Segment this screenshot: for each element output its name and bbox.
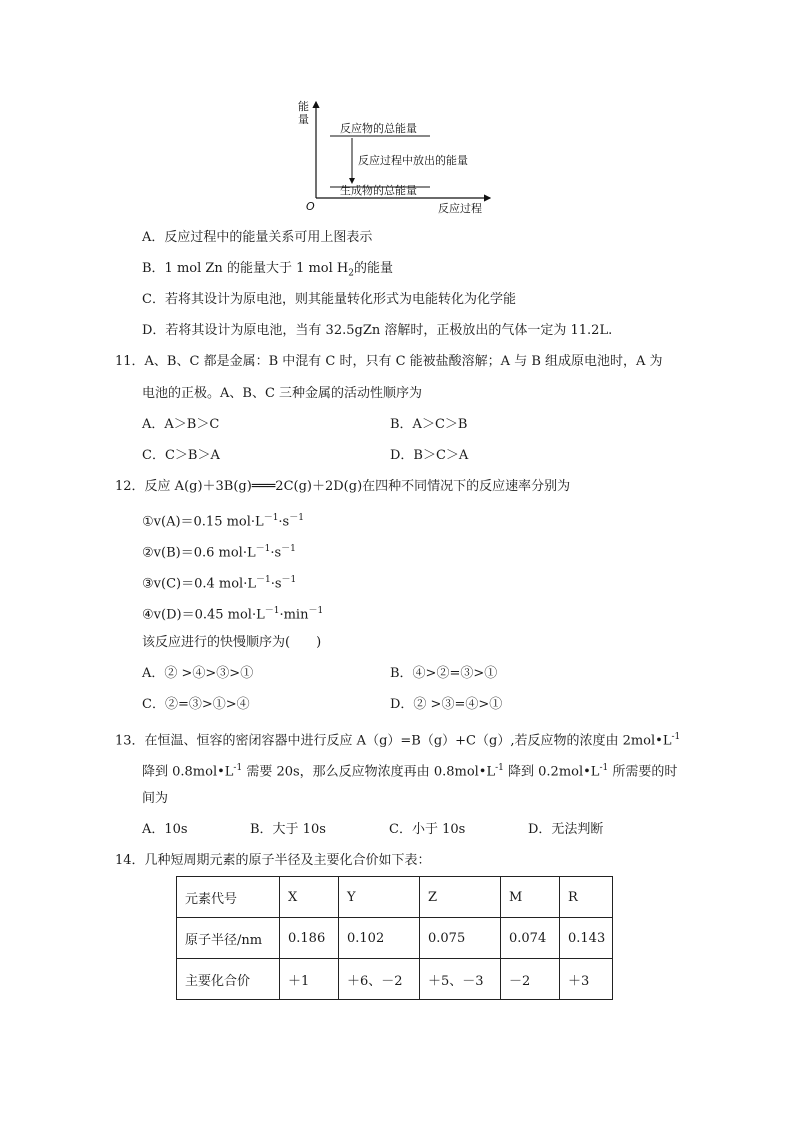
y-axis-label-2: 量 bbox=[298, 113, 309, 126]
q12-rate-2-unit: ·s bbox=[270, 545, 282, 561]
q11-option-a[interactable]: A．A＞B＞C bbox=[142, 417, 220, 432]
table-cell: 原子半径/nm bbox=[177, 918, 280, 959]
q11-stem-line1: 11．A、B、C 都是金属：B 中混有 C 时，只有 C 能被盐酸溶解；A 与 B 组成原电池时，A 为 bbox=[115, 354, 663, 369]
q13-stem-line2-b: 需要 20s，那么反应物浓度再由 0.8mol•L bbox=[242, 764, 496, 780]
q13-option-b[interactable]: B．大于 10s bbox=[250, 822, 326, 837]
table-cell: ＋3 bbox=[560, 959, 613, 1000]
q12-option-c[interactable]: C．②=③>①>④ bbox=[142, 697, 250, 712]
q12-rate-1 bbox=[142, 509, 304, 531]
q11-option-b[interactable]: B．A＞C＞B bbox=[390, 417, 468, 432]
table-cell: R bbox=[560, 877, 613, 918]
q13-stem-line3: 间为 bbox=[142, 791, 169, 806]
q12-rate-3-text: ③v(C)＝0.4 mol·L bbox=[142, 576, 256, 592]
q13-stem-line2-exp3: -1 bbox=[599, 763, 609, 773]
q11-option-c[interactable]: C．C＞B＞A bbox=[142, 448, 220, 463]
q10-option-c[interactable]: C．若将其设计为原电池，则其能量转化形式为电能转化为化学能 bbox=[142, 292, 516, 307]
q10-option-b[interactable] bbox=[142, 260, 393, 283]
q12-rate-1-unit: ·s bbox=[278, 514, 290, 530]
q10-option-d[interactable]: D．若将其设计为原电池，当有 32.5gZn 溶解时，正极放出的气体一定为 11.2L. bbox=[142, 323, 613, 338]
x-axis-label: 反应过程 bbox=[438, 202, 482, 215]
q12-option-b[interactable]: B．④>②=③>① bbox=[390, 666, 498, 681]
q12-rate-2-exp2: －1 bbox=[281, 544, 296, 554]
q12-rate-1-exp2: －1 bbox=[289, 513, 304, 523]
q13-option-d[interactable]: D．无法判断 bbox=[528, 822, 604, 837]
table-cell: 0.075 bbox=[420, 918, 501, 959]
energy-diagram bbox=[290, 98, 510, 218]
q13-option-c[interactable]: C．小于 10s bbox=[389, 822, 466, 837]
q13-stem-line1 bbox=[115, 728, 680, 750]
q10-option-b-subscript: 2 bbox=[348, 268, 354, 279]
q12-option-d[interactable]: D．② >③=④>① bbox=[390, 697, 503, 712]
table-header-row bbox=[177, 877, 613, 918]
q10-option-b-text: B．1 mol Zn 的能量大于 1 mol H bbox=[142, 261, 349, 276]
q13-option-a[interactable]: A．10s bbox=[142, 822, 188, 837]
y-axis-label-1: 能 bbox=[298, 100, 309, 113]
q12-rate-3-unit: ·s bbox=[270, 576, 282, 592]
table-cell: ＋1 bbox=[280, 959, 339, 1000]
q11-option-d[interactable]: D．B＞C＞A bbox=[390, 448, 469, 463]
table-cell: 元素代号 bbox=[177, 877, 280, 918]
q12-rate-4-exp2: －1 bbox=[308, 606, 324, 616]
q12-rate-4-unit: ·min bbox=[279, 607, 309, 623]
table-cell: 0.102 bbox=[339, 918, 420, 959]
q12-rate-4 bbox=[142, 602, 323, 624]
table-cell: －2 bbox=[501, 959, 560, 1000]
q13-stem-line2-exp1: -1 bbox=[233, 763, 243, 773]
q13-stem-line2-exp2: -1 bbox=[495, 763, 504, 773]
origin-label: O bbox=[306, 200, 315, 213]
table-cell: 主要化合价 bbox=[177, 959, 280, 1000]
q12-rate-4-exp1: －1 bbox=[264, 606, 280, 616]
table-cell: ＋6、－2 bbox=[339, 959, 420, 1000]
q13-stem-line1-text: 13．在恒温、恒容的密闭容器中进行反应 A（g）=B（g）+C（g）,若反应物的浓度由 2mol•L bbox=[115, 733, 672, 749]
q13-stem-line2-a: 降到 0.8mol•L bbox=[142, 764, 234, 780]
table-row bbox=[177, 918, 613, 959]
table-cell: 0.186 bbox=[280, 918, 339, 959]
q13-stem-line2 bbox=[142, 759, 677, 781]
table-cell: 0.143 bbox=[560, 918, 613, 959]
q12-rate-2-exp1: －1 bbox=[255, 544, 271, 554]
table-cell: M bbox=[501, 877, 560, 918]
product-label: 生成物的总能量 bbox=[340, 184, 417, 197]
table-cell: ＋5、－3 bbox=[420, 959, 501, 1000]
q12-option-a[interactable]: A．② >④>③>① bbox=[142, 666, 254, 681]
q10-option-a[interactable]: A．反应过程中的能量关系可用上图表示 bbox=[142, 230, 373, 245]
q12-rate-3 bbox=[142, 571, 296, 593]
q14-stem: 14．几种短周期元素的原子半径及主要化合价如下表： bbox=[115, 853, 431, 868]
element-table bbox=[176, 876, 613, 1000]
table-cell: X bbox=[280, 877, 339, 918]
q12-rate-3-exp1: －1 bbox=[255, 575, 271, 585]
q13-stem-line1-exp: -1 bbox=[671, 732, 681, 742]
q12-question: 该反应进行的快慢顺序为( ) bbox=[142, 635, 322, 650]
q12-rate-2 bbox=[142, 540, 296, 562]
energy-release-label: 反应过程中放出的能量 bbox=[358, 154, 468, 167]
table-row bbox=[177, 959, 613, 1000]
q12-rate-1-text: ①v(A)＝0.15 mol·L bbox=[142, 514, 264, 530]
table-cell: Y bbox=[339, 877, 420, 918]
q12-rate-4-text: ④v(D)＝0.45 mol·L bbox=[142, 607, 265, 623]
reactant-label: 反应物的总能量 bbox=[340, 122, 417, 135]
q13-stem-line2-d: 所需要的时 bbox=[608, 764, 678, 780]
q10-option-b-tail: 的能量 bbox=[354, 261, 394, 276]
q12-rate-1-exp1: －1 bbox=[263, 513, 279, 523]
table-cell: Z bbox=[420, 877, 501, 918]
q12-stem: 12．反应 A(g)＋3B(g)═══2C(g)＋2D(g)在四种不同情况下的反应速率分别为 bbox=[115, 479, 571, 494]
q13-stem-line2-c: 降到 0.2mol•L bbox=[503, 764, 600, 780]
table-cell: 0.074 bbox=[501, 918, 560, 959]
q11-stem-line2: 电池的正极。A、B、C 三种金属的活动性顺序为 bbox=[142, 386, 423, 401]
q12-rate-3-exp2: －1 bbox=[281, 575, 297, 585]
q12-rate-2-text: ②v(B)＝0.6 mol·L bbox=[142, 545, 256, 561]
